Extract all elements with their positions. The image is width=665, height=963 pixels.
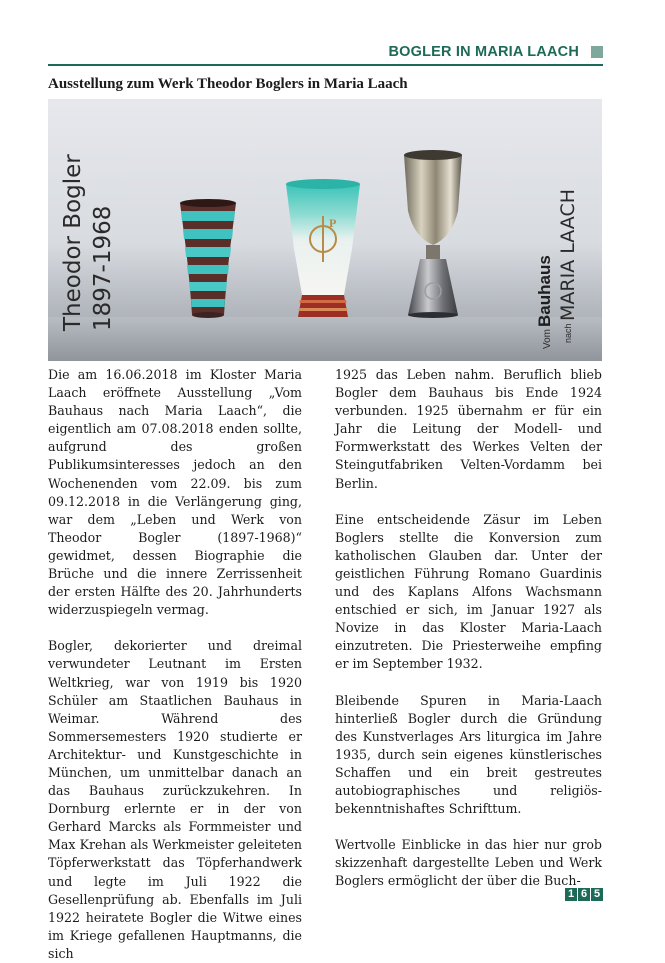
shelf-surface: [48, 317, 602, 361]
caption-nach: nach: [563, 323, 573, 343]
page-digit: 1: [565, 888, 577, 901]
vase-monogram: P: [329, 216, 337, 230]
text-column-right: [335, 366, 602, 890]
silver-chalice: [404, 150, 462, 318]
paragraph: Eine entscheidende Zäsur im Leben Boglers stellte die Konversion zum katholischen Glauben dar. Unter der geistlichen Führung Romano Guardinis und des Kaplans Alfons Wachsmann entschied er sich, im Januar 1927 als Novize in das Kloster Maria-Laach einzutreten. Die Priesterweihe empfing er im September 1932.: [335, 511, 602, 672]
paragraph: Wertvolle Einblicke in das hier nur grob skizzenhaft dargestellte Leben und Werk Boglers ermöglicht der über die Buch-: [335, 837, 602, 889]
paragraph: Die am 16.06.2018 im Kloster Maria Laach eröffnete Ausstellung „Vom Bauhaus nach Maria Laach“, die eigentlich am 07.08.2018 enden sollte, aufgrund des großen Publikumsinteresses jedoch an den Wochenenden vom 22.09. bis zum 09.12.2018 in die Verlängerung ging, war dem „Leben und Werk von Theodor Bogler (1897-1968)“ gewidmet, dessen Biographie die Brüche und die innere Zerrissenheit der ersten Hälfte des 20. Jahrhunderts widerzuspiegeln vermag.: [48, 367, 302, 618]
striped-vase: [180, 199, 236, 318]
page-header: [48, 42, 603, 66]
vases-illustration: [48, 99, 602, 361]
article-title: Ausstellung zum Werk Theodor Boglers in Maria Laach: [48, 76, 408, 92]
caption-bauhaus: Bauhaus: [535, 255, 554, 327]
header-square-mark: [591, 46, 603, 58]
text-column-left: [48, 366, 302, 963]
page-digit: 5: [591, 888, 603, 901]
artist-years: 1897-1968: [90, 205, 116, 331]
paragraph: Bleibende Spuren in Maria-Laach hinterließ Bogler durch die Gründung des Kunstverlages Ars liturgica im Jahre 1935, durch sein eigenes künstlerisches Schaffen und ein breit gestreutes autobiographisches und religiös-bekenntnishaftes Schrifttum.: [335, 692, 602, 817]
caption-place: MARIA LAACH: [557, 189, 579, 321]
paragraph: Bogler, dekorierter und dreimal verwundeter Leutnant im Ersten Weltkrieg, war von 1919 bis 1920 Schüler am Staatlichen Bauhaus in Weimar. Während des Sommersemesters 1920 studierte er Architektur- und Kunstgeschichte in München, um unmittelbar danach an das Bauhaus zurückzukehren. In Dornburg erlernte er in der von Gerhard Marcks als Formmeister und Max Krehan als Werkmeister geleiteten Töpferwerkstatt das Töpferhandwerk und legte im Juli 1922 die Gesellenprüfung ab. Ebenfalls im Juli 1922 heiratete Bogler die Witwe eines im Kriege gefallenen Hauptmanns, die sich: [48, 638, 302, 961]
page-digit: 6: [578, 888, 590, 901]
artist-name: Theodor Bogler: [60, 154, 86, 331]
caption-vom: Vom: [542, 328, 553, 349]
section-title: BOGLER IN MARIA LAACH: [388, 44, 579, 60]
porcelain-vase: [286, 179, 360, 317]
page-number: [565, 888, 603, 901]
header-rule: [48, 64, 603, 66]
artist-title: [60, 154, 116, 332]
exhibition-photo: [48, 99, 602, 361]
paragraph: 1925 das Leben nahm. Beruflich blieb Bogler dem Bauhaus bis Ende 1924 verbunden. 1925 übernahm er für ein Jahr die Leitung der Modell- und Formwerkstatt des Werkes Velten der Steingutfabriken Velten-Vordamm bei Berlin.: [335, 367, 602, 491]
